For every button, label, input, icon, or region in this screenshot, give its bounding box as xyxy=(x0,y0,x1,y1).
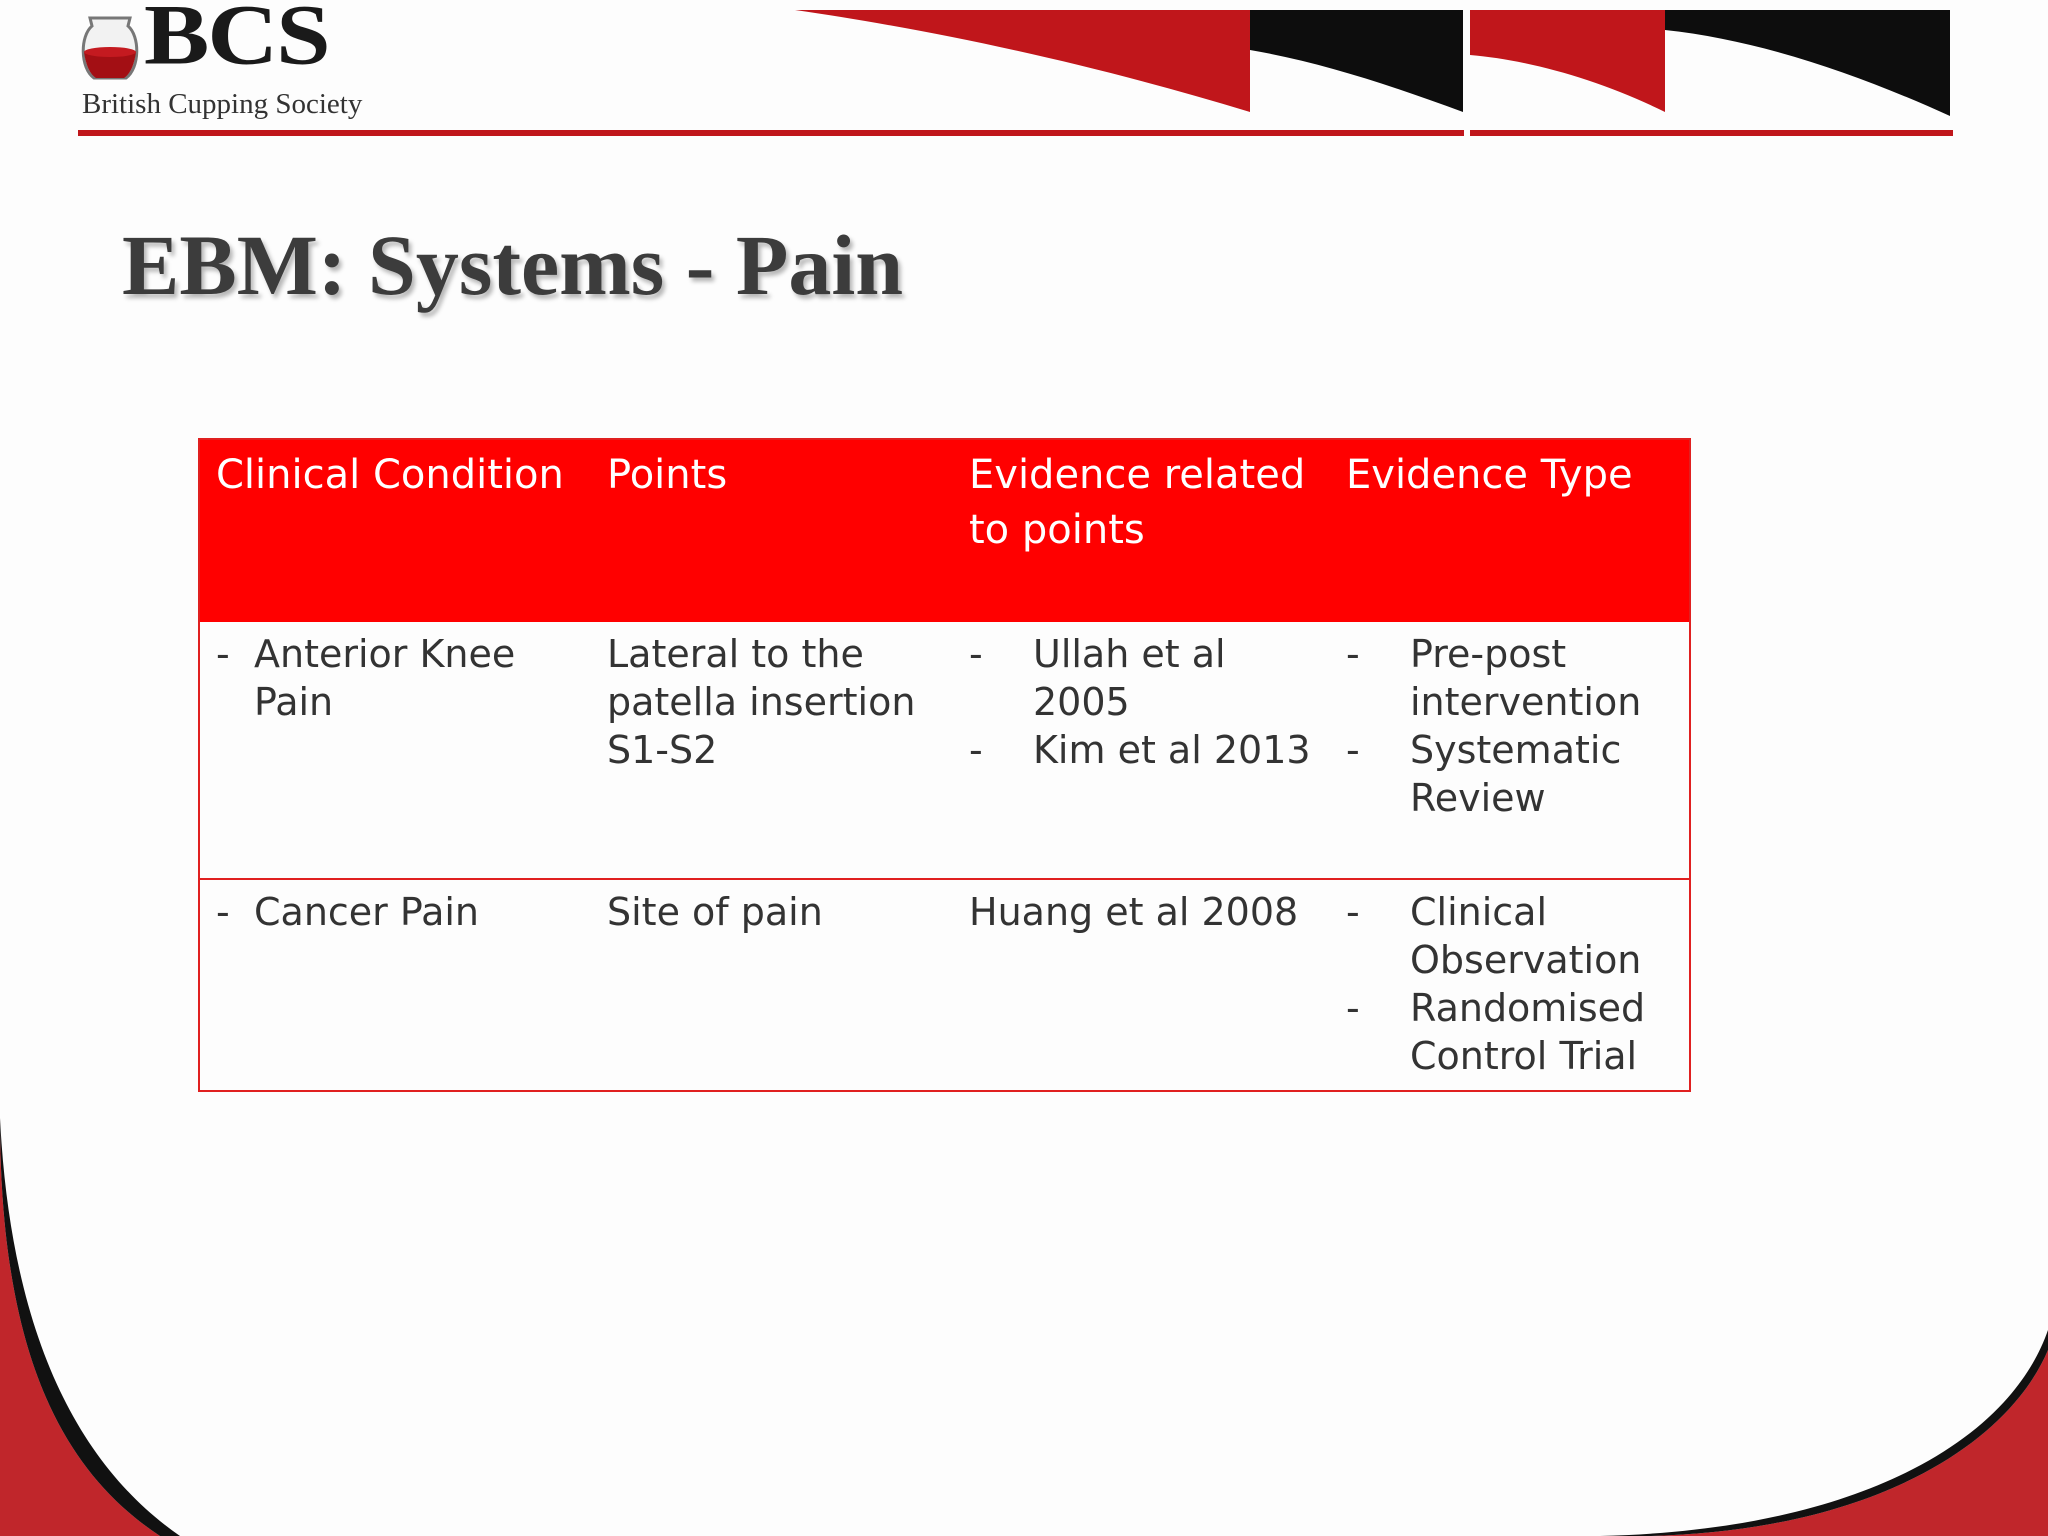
evidence-cell xyxy=(953,622,1330,879)
condition-text: Cancer Pain xyxy=(254,890,480,934)
condition-cell xyxy=(199,622,591,879)
header-rule-left xyxy=(78,130,1464,136)
evidence-type-text: Randomised Control Trial xyxy=(1410,986,1646,1078)
logo-wordmark: BCS xyxy=(144,0,329,83)
list-item: - Randomised Control Trial xyxy=(1346,984,1675,1080)
evidence-text: Kim et al 2013 xyxy=(1033,728,1311,772)
evidence-text: Ullah et al 2005 xyxy=(1033,632,1226,724)
table-header-row xyxy=(199,439,1690,622)
slide-title: EBM: Systems - Pain xyxy=(122,217,904,313)
list-item: - Systematic Review xyxy=(1346,726,1675,822)
points-cell: Site of pain xyxy=(607,890,823,934)
header-swoosh-left-black xyxy=(1250,10,1463,112)
header-swoosh-right-red xyxy=(1470,10,1665,112)
header-swoosh-right-black xyxy=(1665,10,1950,116)
header-swoosh-left-red xyxy=(795,10,1250,112)
evidence-type-text: Clinical Observation xyxy=(1410,890,1642,982)
list-item: - Clinical Observation xyxy=(1346,888,1675,984)
list-item: - Cancer Pain xyxy=(216,888,577,936)
footer-curve-right-red xyxy=(1650,1350,2048,1536)
header-clinical-condition: Clinical Condition xyxy=(199,439,591,622)
list-item: - Ullah et al 2005 xyxy=(969,630,1316,726)
list-item: - Anterior Knee Pain xyxy=(216,630,577,726)
header-points: Points xyxy=(591,439,953,622)
condition-cell xyxy=(199,879,591,1091)
evidence-cell: Huang et al 2008 xyxy=(969,890,1299,934)
cupping-cup-icon xyxy=(78,16,142,86)
table-row xyxy=(199,622,1690,879)
list-item: - Kim et al 2013 xyxy=(969,726,1316,774)
header-evidence-type: Evidence Type xyxy=(1330,439,1690,622)
condition-text: Anterior Knee Pain xyxy=(254,632,516,724)
evidence-type-cell xyxy=(1330,879,1690,1091)
evidence-type-text: Pre-post intervention xyxy=(1410,632,1642,724)
evidence-table xyxy=(198,438,1691,1092)
table-row xyxy=(199,879,1690,1091)
bcs-logo xyxy=(78,0,398,130)
points-cell: Lateral to the patella insertion S1-S2 xyxy=(591,622,953,879)
evidence-type-text: Systematic Review xyxy=(1410,728,1622,820)
evidence-type-cell xyxy=(1330,622,1690,879)
list-item: - Pre-post intervention xyxy=(1346,630,1675,726)
logo-subtitle: British Cupping Society xyxy=(82,88,363,120)
header-rule-right xyxy=(1470,130,1953,136)
header-evidence: Evidence related to points xyxy=(953,439,1330,622)
